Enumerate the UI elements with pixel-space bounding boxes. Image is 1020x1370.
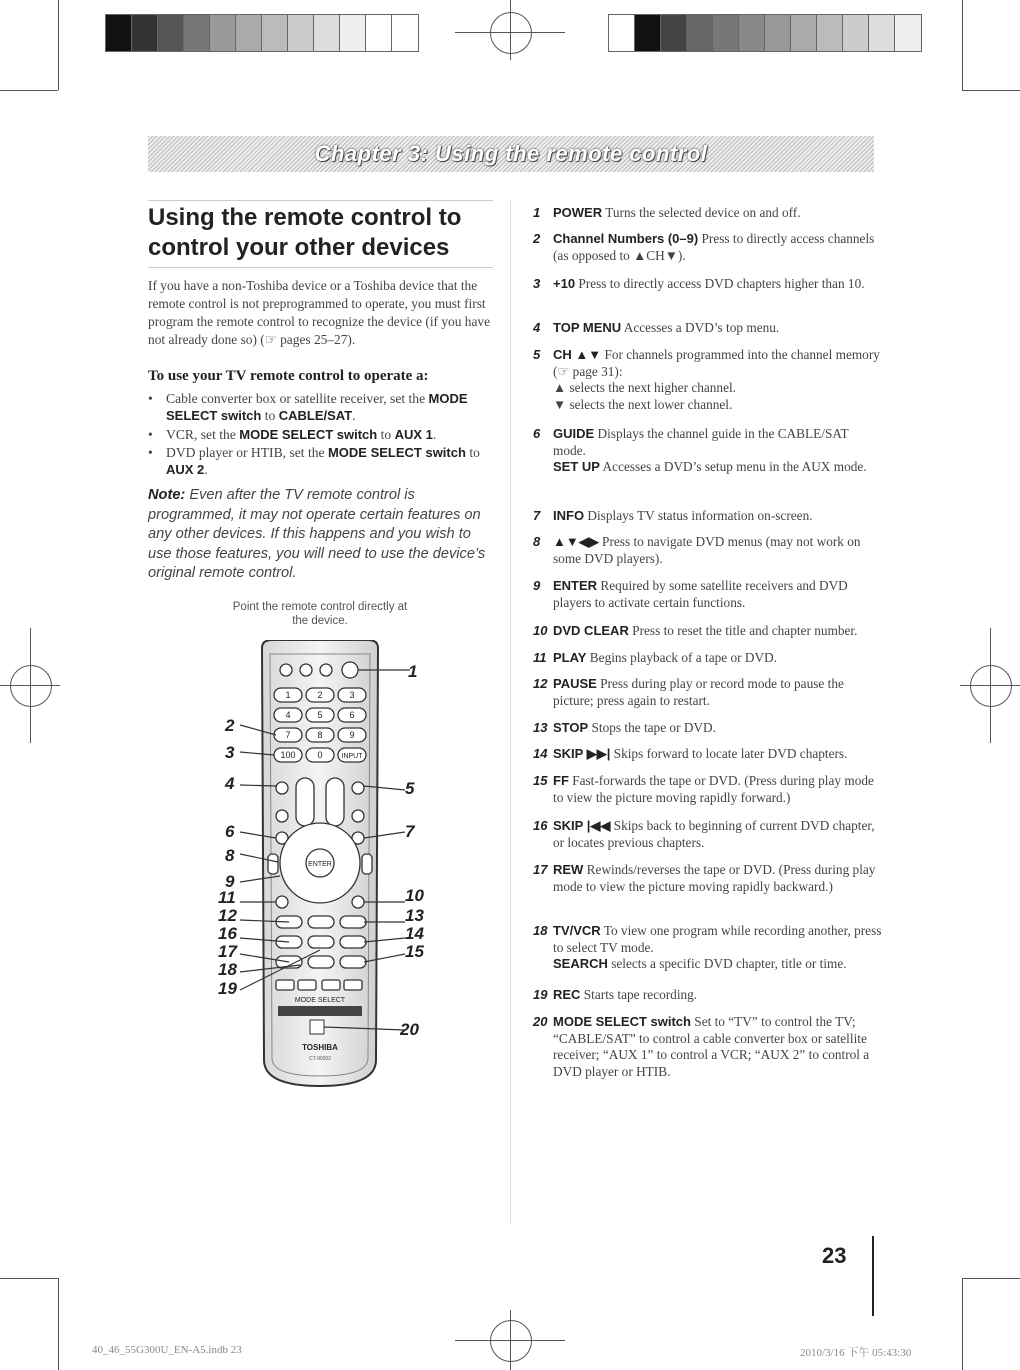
registration-mark-bottom [490,1320,532,1362]
chapter-title: Chapter 3: Using the remote control [314,141,708,166]
callout-18: 18 [218,960,237,979]
section-title [148,203,488,263]
item-6: 6 GUIDE Displays the channel guide in the CABLE/SAT mode. SET UP Accesses a DVD’s setup menu in the AUX mode. [533,426,867,475]
ch-up-note: ▲ selects the next higher channel. [553,380,737,396]
subheading: To use your TV remote control to operate a: [148,368,429,384]
svg-text:3: 3 [349,690,355,700]
item-9: 9 ENTER Required by some satellite receivers and DVD players to activate certain functions. [533,578,848,610]
svg-text:0: 0 [317,750,323,760]
item-1: 1 POWER Turns the selected device on and off. [533,205,801,220]
remote-brand: TOSHIBA [302,1043,338,1052]
callout-8: 8 [225,846,235,865]
title-rule-bottom [148,267,493,268]
chapter-banner [148,136,874,172]
item-16: 16 SKIP |◀◀ Skips back to beginning of current DVD chapter, or locates previous chapters. [533,818,875,850]
item-18: 18 TV/VCR To view one program while recording another, press to select TV mode. SEARCH selects a specific DVD chapter, title or time. [533,923,882,972]
item-19: 19 REC Starts tape recording. [533,987,698,1002]
svg-text:INPUT: INPUT [341,753,363,760]
remote-caption: Point the remote control directly at the device. [232,601,408,627]
svg-text:9: 9 [349,730,355,740]
callout-19: 19 [218,979,237,998]
section-title-line2: control your other devices [148,234,450,261]
svg-text:8: 8 [317,730,323,740]
svg-text:4: 4 [285,710,291,720]
callout-17: 17 [218,942,237,961]
svg-text:2: 2 [317,690,323,700]
item-15: 15 FF Fast-forwards the tape or DVD. (Press during play mode to view the picture moving rapidly forward.) [533,773,874,805]
callout-14: 14 [405,924,424,943]
svg-text:1: 1 [285,690,291,700]
callout-13: 13 [405,906,424,925]
callout-7: 7 [405,822,415,841]
bullet-vcr: • VCR, set the MODE SELECT switch to AUX 1. [148,427,437,442]
callout-10: 10 [405,886,424,905]
item-2: 2 Channel Numbers (0–9) Press to directly access channels (as opposed to ▲CH▼). [533,231,875,263]
ch-down-note: ▼ selects the next lower channel. [553,396,733,412]
callout-16: 16 [218,924,237,943]
item-12: 12 PAUSE Press during play or record mode to pause the picture; press again to restart. [533,676,844,708]
callout-15: 15 [405,942,424,961]
bullet-cable: • Cable converter box or satellite receiver, set the MODE SELECT switch to CABLE/SAT. [148,391,468,423]
item-13: 13 STOP Stops the tape or DVD. [533,720,716,735]
svg-text:5: 5 [317,710,323,720]
page-number: 23 [822,1243,847,1268]
callout-2: 2 [225,716,235,735]
item-5: 5 CH ▲▼ For channels programmed into the channel memory (☞ page 31): ▲ selects the next higher channel. ▼ selects the next lower channel. [533,347,880,412]
callout-1: 1 [408,662,418,681]
item-11: 11 PLAY Begins playback of a tape or DVD. [533,650,778,665]
callout-20: 20 [400,1020,419,1039]
page-number-rule [872,1236,874,1316]
note: Note: Even after the TV remote control is programmed, it may not operate certain features on any other devices. If this happens and you wish to use those features, you will need to use the device’s original remote control. [148,487,486,581]
bullet-dvd: • DVD player or HTIB, set the MODE SELECT switch to AUX 2. [148,445,480,477]
item-4: 4 TOP MENU Accesses a DVD’s top menu. [533,320,780,335]
callout-6: 6 [225,822,235,841]
item-10: 10 DVD CLEAR Press to reset the title and chapter number. [533,623,858,638]
svg-text:7: 7 [285,730,291,740]
registration-mark-right [970,665,1012,707]
remote-model: CT-90302 [309,1056,331,1062]
item-20: 20 MODE SELECT switch Set to “TV” to control the TV; “CABLE/SAT” to control a cable converter box or satellite receiver; “AUX 1” to control a VCR; “AUX 2” to control a DVD player or HTIB. [533,1014,870,1079]
registration-mark-top [490,12,532,54]
callout-12: 12 [218,906,237,925]
column-divider [510,200,511,1225]
callout-5: 5 [405,779,415,798]
registration-mark-left [10,665,52,707]
footer-file: 40_46_55G300U_EN-A5.indb 23 [92,1344,242,1356]
svg-text:6: 6 [349,710,355,720]
item-14: 14 SKIP ▶▶| Skips forward to locate later DVD chapters. [533,746,848,761]
item-8: 8 ▲▼◀▶ Press to navigate DVD menus (may not work on some DVD players). [533,534,861,566]
callout-3: 3 [225,743,235,762]
section-title-line1: Using the remote control to [148,204,462,231]
svg-text:100: 100 [280,750,296,760]
item-3: 3 +10 Press to directly access DVD chapters higher than 10. [533,276,865,291]
svg-text:ENTER: ENTER [308,861,332,868]
mode-select-label: MODE SELECT [294,997,346,1004]
callout-9: 9 [225,872,235,891]
title-rule-top [148,200,493,201]
item-7: 7 INFO Displays TV status information on-screen. [533,508,813,523]
item-17: 17 REW Rewinds/reverses the tape or DVD. (Press during play mode to view the picture moving rapidly backward.) [533,862,876,894]
callout-4: 4 [225,774,235,793]
footer-date: 2010/3/16 下午 05:43:30 [800,1347,912,1359]
intro-paragraph: If you have a non-Toshiba device or a Toshiba device that the remote control is not preprogrammed to operate, you must first program the remote control to recognize the device (if you have not already done so) (☞ pages 25–27). [148,278,491,347]
callout-11: 11 [218,888,236,907]
